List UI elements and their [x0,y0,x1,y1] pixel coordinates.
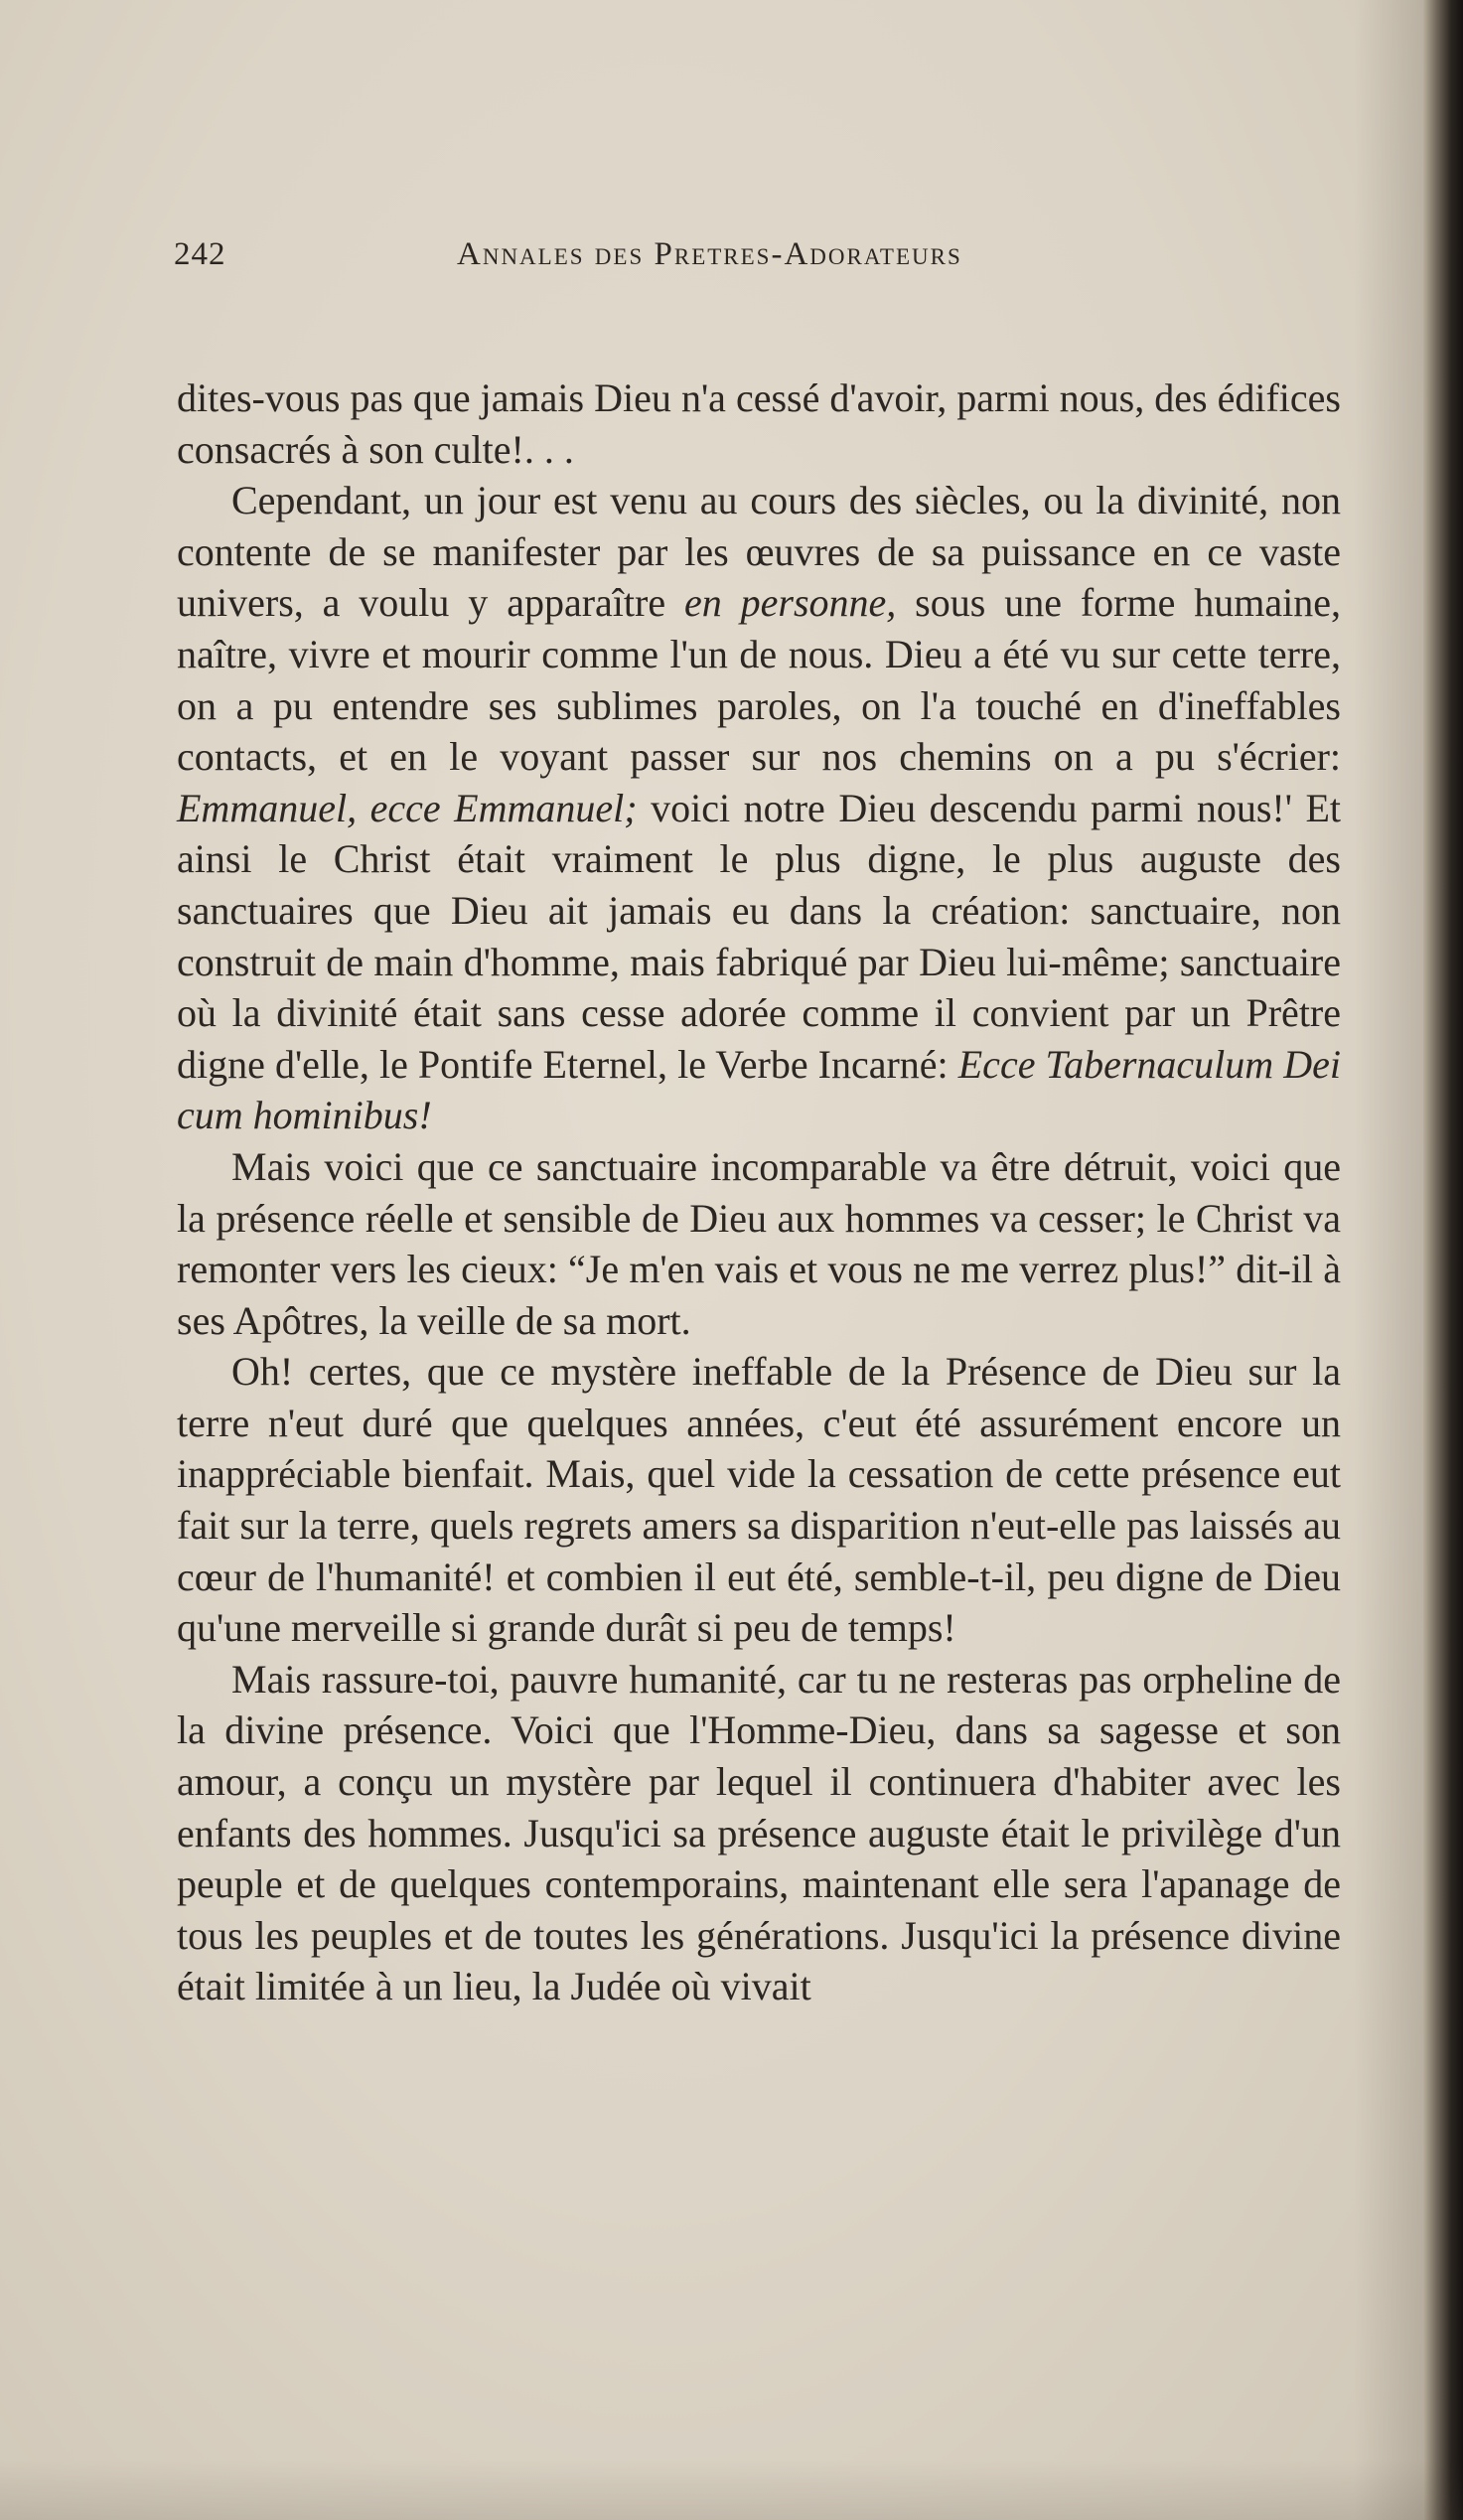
paragraph-2-text-c: voici notre Dieu descendu parmi nous!' Et ainsi le Christ était vraiment le plus digne, le plus auguste des sanctuaires que Dieu ait jamais eu dans la création: sanctuaire, non construit de main d'homme, mais fabriqué par Dieu lui-même; sanctuaire où la divinité était sans cesse adorée comme il convient par un Prêtre digne d'elle, le Pontife Eternel, le Verbe Incarné: [177,785,1341,1087]
italic-ecce-tabernaculum: Ecce Tabernaculum Dei cum hominibus! [177,1041,1341,1138]
paragraph-2 [177,475,1341,1141]
gutter-shadow [1354,0,1423,2520]
paragraph-3: Mais voici que ce sanctuaire incomparable va être détruit, voici que la présence réelle et sensible de Dieu aux hommes va cesser; le Christ va remonter vers les cieux: “Je m'en vais et vous ne me verrez plus!” dit-il à ses Apôtres, la veille de sa mort. [177,1143,1341,1343]
italic-en-personne: en personne, [683,580,897,626]
book-spine [1423,0,1463,2520]
paragraph-2-text-b: sous une forme humaine, naître, vivre et mourir comme l'un de nous. Dieu a été vu sur cette terre, on a pu entendre ses sublimes paroles, on l'a touché en d'ineffables contacts, et en le voyant passer sur nos chemins on a pu s'écrier: [177,580,1341,780]
page-bottom-shadow [0,2460,1463,2520]
paragraph-4: Oh! certes, que ce mystère ineffable de la Présence de Dieu sur la terre n'eut duré que quelques années, c'eut été assurément encore un inappréciable bienfait. Mais, quel vide la cessation de cette présence eut fait sur la terre, quels regrets amers sa disparition n'eut-elle pas laissés au cœur de l'humanité! et combien il eut été, semble-t-il, peu digne de Dieu qu'une merveille si grande durât si peu de temps! [177,1349,1341,1651]
paragraph-2-text-a: Cependant, un jour est venu au cours des siècles, ou la divinité, non contente de se manifester par les œuvres de sa puissance en ce vaste univers, a voulu y apparaître [177,478,1341,626]
running-head [174,236,1366,286]
body-text [177,372,1341,2012]
paragraph-continued: dites-vous pas que jamais Dieu n'a cessé d'avoir, parmi nous, des édifices consacrés à son culte!. . . [177,375,1341,472]
page-number: 242 [174,236,226,272]
italic-emmanuel: Emmanuel, ecce Emmanuel; [177,785,638,830]
running-title: Annales des Pretres-Adorateurs [457,236,962,272]
paragraph-5: Mais rassure-toi, pauvre humanité, car tu ne resteras pas orpheline de la divine présence. Voici que l'Homme-Dieu, dans sa sagesse et son amour, a conçu un mystère par lequel il continuera d'habiter avec les enfants des hommes. Jusqu'ici sa présence auguste était le privilège d'un peuple et de quelques contemporains, maintenant elle sera l'apanage de tous les peuples et de toutes les générations. Jusqu'ici la présence divine était limitée à un lieu, la Judée où vivait [177,1656,1341,2009]
